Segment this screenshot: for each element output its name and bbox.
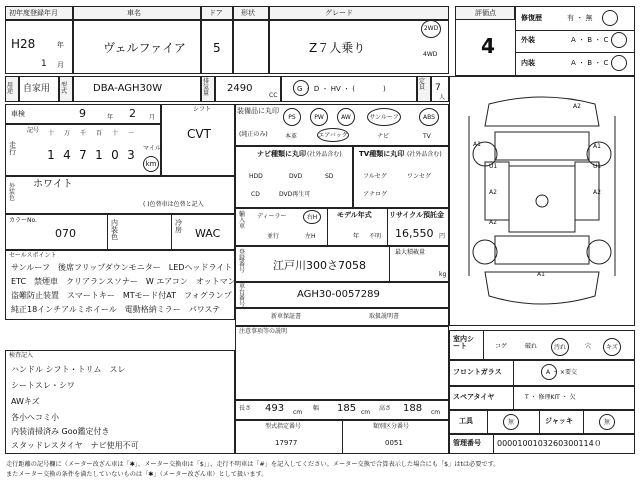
cold: WAC bbox=[195, 227, 221, 240]
seat-label: 室内シート bbox=[453, 335, 474, 350]
inspector-note-line: スタッドレスタイヤ ナビ使用不可 bbox=[11, 441, 139, 450]
jack-divider-2 bbox=[583, 410, 584, 434]
displacement: 2490 bbox=[227, 83, 253, 94]
place-label: 万 bbox=[63, 130, 70, 137]
inspector-note-line: ハンドル シフト・トリム スレ bbox=[11, 365, 126, 374]
import-divider-2 bbox=[387, 208, 388, 246]
cold-label: 冷房 bbox=[175, 219, 182, 234]
grade-label: グレード bbox=[325, 9, 353, 17]
width-label: 幅 bbox=[313, 405, 320, 412]
interior-color-label: 内装色 bbox=[111, 219, 118, 241]
inspector-note-line: 内装清掃済み Goo鑑定付き bbox=[11, 427, 110, 436]
mileage-digit: 1 bbox=[47, 148, 55, 162]
new-car-warranty: 新車保証書 bbox=[271, 313, 302, 320]
import-divider bbox=[327, 208, 328, 246]
model-no-label: 型式指定番号 bbox=[265, 423, 302, 430]
inspection-year: 9 bbox=[79, 107, 86, 120]
chassis-label: 車台番号 bbox=[239, 283, 246, 308]
tv-sub: (社外品含む) bbox=[407, 151, 442, 158]
inspection-month: 2 bbox=[129, 107, 136, 120]
mileage-place-labels bbox=[45, 128, 141, 136]
drive-4wd: 4WD bbox=[423, 51, 438, 58]
length-unit: cm bbox=[293, 409, 303, 416]
exterior-selected-circle bbox=[611, 32, 627, 48]
exterior-color-note: ( )色替車は色替と記入 bbox=[143, 201, 204, 208]
inspector-note-line: AWキズ bbox=[11, 397, 40, 406]
place-label: 千 bbox=[79, 130, 86, 137]
shift: CVT bbox=[187, 127, 211, 141]
warranty-box bbox=[235, 308, 449, 326]
jack-label: ジャッキ bbox=[545, 417, 573, 425]
registration: 江戸川300さ7058 bbox=[273, 259, 366, 272]
model-no: 17977 bbox=[275, 439, 298, 447]
width-unit: cm bbox=[361, 409, 371, 416]
damage-mark: A2 bbox=[593, 189, 601, 196]
drive-2wd-circle: 2WD bbox=[421, 20, 441, 38]
navi-hdd: HDD bbox=[249, 173, 263, 180]
mileage-digit: 3 bbox=[127, 148, 135, 162]
damage-mark: A2 bbox=[573, 103, 581, 110]
max-load-unit: kg bbox=[439, 271, 447, 278]
equip-pw: PW bbox=[310, 108, 328, 126]
inspection-year-unit: 年 bbox=[107, 114, 114, 121]
score-label: 評価点 bbox=[475, 9, 496, 17]
model: DBA-AGH30W bbox=[93, 83, 163, 94]
length: 493 bbox=[265, 403, 285, 414]
mileage-digit: 1 bbox=[95, 148, 103, 162]
color-no-label: カラーNo. bbox=[9, 217, 37, 224]
footer-line-2: またメーター交換の条件を満たしていないものは「✱」（メーター改ざん車）として扱います。 bbox=[6, 471, 268, 478]
mileage-label: 走行 bbox=[9, 141, 16, 156]
interior-selected-circle bbox=[611, 55, 627, 71]
use: 自家用 bbox=[23, 84, 51, 94]
height: 188 bbox=[403, 403, 423, 414]
damage-mark: A2 bbox=[489, 219, 497, 226]
repair-options: 有 ・ 無 bbox=[567, 14, 593, 22]
spare-divider bbox=[513, 386, 514, 410]
navi-dvd-play: DVD再生可 bbox=[279, 191, 311, 198]
manual: 取扱説明書 bbox=[369, 313, 400, 320]
car-diagram bbox=[449, 76, 635, 326]
equip-navi: ナビ bbox=[377, 133, 390, 140]
seat-item: 穴 bbox=[585, 343, 592, 350]
inspection-month-unit: 月 bbox=[149, 114, 156, 121]
mileage-unit-mile: マイル bbox=[143, 145, 161, 152]
reg-month: 1 bbox=[41, 59, 47, 69]
equip-sunroof: サンルーフ bbox=[367, 108, 401, 126]
inspector-notes-label: 検査記入 bbox=[9, 352, 34, 359]
notes-label: 注意事項等の説明 bbox=[239, 328, 288, 335]
place-label: 十 bbox=[47, 130, 54, 137]
mileage-unit-km: km bbox=[143, 156, 159, 172]
color-no: 070 bbox=[55, 227, 76, 240]
navi-cd: CD bbox=[251, 191, 260, 198]
displacement-label: 排気量 bbox=[203, 78, 210, 97]
year-unit: 年 bbox=[57, 41, 64, 49]
tools-divider bbox=[487, 410, 488, 434]
category: 0051 bbox=[385, 439, 403, 447]
place-label: 一 bbox=[127, 130, 134, 137]
grade-label-cell bbox=[269, 6, 449, 20]
repair-label: 修復歴 bbox=[521, 14, 542, 22]
tools-label: 工具 bbox=[459, 417, 473, 425]
mileage-digit: 0 bbox=[111, 148, 119, 162]
jack-divider bbox=[539, 410, 540, 434]
front-glass-items: A ・ ×要交 bbox=[546, 369, 577, 376]
import-label: 輸入車 bbox=[239, 211, 246, 230]
seat-item-scratch: キズ bbox=[603, 338, 621, 356]
shift-label: シフト bbox=[193, 106, 212, 113]
damage-mark: A1 bbox=[473, 141, 481, 148]
recycle-amount: 16,550 bbox=[395, 227, 434, 240]
seat-item: 破れ bbox=[525, 343, 538, 350]
navi-sub: (社外品含む) bbox=[307, 151, 342, 158]
tv-oneseg: ワンセグ bbox=[407, 173, 432, 180]
door-label: ドア bbox=[209, 9, 223, 17]
fuel-options: G ・ D ・ HV ・ ( ) bbox=[297, 85, 386, 93]
inspector-note-line: シートスレ・シワ bbox=[11, 381, 75, 390]
tv-analog: アナログ bbox=[363, 191, 388, 198]
recycle-unit: 円 bbox=[439, 233, 446, 240]
front-glass-label: フロントガラス bbox=[453, 368, 502, 376]
model-year-label: モデル年式 bbox=[337, 211, 372, 219]
sales-points-label: セールスポイント bbox=[9, 252, 57, 259]
cc-unit: CC bbox=[269, 92, 278, 99]
equip-leather: 本革 bbox=[285, 133, 298, 140]
import-left-h: 左H bbox=[305, 233, 316, 240]
capacity: 7 bbox=[435, 83, 441, 93]
tv-fullseg: フルセグ bbox=[363, 173, 387, 180]
damage-mark: A1 bbox=[537, 271, 545, 278]
control-no: 0000100103260300114０ bbox=[497, 439, 602, 448]
mileage-digit: 7 bbox=[79, 148, 87, 162]
color-divider-2 bbox=[171, 214, 172, 250]
place-label: 十 bbox=[111, 130, 118, 137]
fuel-selected-circle bbox=[293, 80, 309, 96]
month-unit: 月 bbox=[57, 61, 64, 69]
sales-point-line: サンルーフ 後席フリップダウンモニター LEDヘッドライト bbox=[11, 263, 233, 272]
eval-row-line-2 bbox=[515, 52, 635, 53]
category-label: 類別区分番号 bbox=[373, 423, 410, 430]
control-divider bbox=[493, 434, 494, 454]
front-glass-divider bbox=[513, 360, 514, 386]
height-unit: cm bbox=[431, 409, 441, 416]
damage-mark: U1 bbox=[489, 163, 498, 170]
shape-label: 形状 bbox=[241, 9, 255, 17]
exterior-options: A ・ B ・ C bbox=[571, 36, 609, 44]
equip-abs: ABS bbox=[419, 108, 439, 126]
interior-label: 内装 bbox=[521, 59, 535, 67]
exterior-color-label: 外装色 bbox=[9, 183, 16, 202]
tools-value: 無 bbox=[503, 414, 519, 430]
spare-label: スペアタイヤ bbox=[453, 393, 495, 401]
damage-mark: U1 bbox=[593, 163, 602, 170]
era-year: H28 bbox=[11, 37, 36, 51]
chassis: AGH30-0057289 bbox=[297, 289, 380, 300]
place-label: 百 bbox=[95, 130, 102, 137]
damage-mark: A2 bbox=[489, 189, 497, 196]
use-label: 用途 bbox=[7, 82, 14, 95]
notes-box bbox=[235, 326, 449, 400]
seat-divider bbox=[483, 330, 484, 360]
equip-ps: PS bbox=[283, 108, 301, 126]
equip-airbag: エアバック bbox=[317, 128, 349, 142]
inspector-note-line: 各小へコミ小 bbox=[11, 413, 59, 422]
capacity-unit: 人 bbox=[439, 94, 446, 101]
car-name-label: 車名 bbox=[127, 9, 141, 17]
import-parallel: 並行 bbox=[267, 233, 280, 240]
eval-divider bbox=[515, 6, 516, 76]
car-name: ヴェルファイア bbox=[103, 41, 186, 55]
equipment-label: 装備品に丸印 bbox=[237, 107, 279, 115]
color-divider bbox=[107, 214, 108, 250]
repair-selected-circle bbox=[602, 10, 618, 26]
exterior-color: ホワイト bbox=[33, 179, 73, 190]
first-reg-label: 初年度登録年月 bbox=[9, 9, 58, 17]
model-label: 型式 bbox=[61, 82, 68, 95]
max-load-label: 最大積載量 bbox=[395, 249, 426, 256]
equip-aw: AW bbox=[337, 108, 355, 126]
sales-point-line: 盗難防止装置 スマートキー MTモード付AT フォグランプ bbox=[11, 291, 232, 300]
auction-sheet bbox=[3, 4, 635, 460]
seat-item: コゲ bbox=[495, 343, 508, 350]
width: 185 bbox=[337, 403, 357, 414]
navi-dvd: DVD bbox=[289, 173, 303, 180]
equip-tv: TV bbox=[423, 133, 431, 140]
shape-cell bbox=[233, 20, 269, 74]
registration-label: 登録番号 bbox=[239, 249, 246, 274]
length-label: 長さ bbox=[239, 405, 252, 412]
control-label: 管理番号 bbox=[453, 439, 481, 447]
import-dealer: ディーラー bbox=[257, 213, 287, 220]
capacity-label: 定員 bbox=[419, 78, 426, 91]
grade: Z７人乗り bbox=[309, 41, 366, 55]
sales-point-line: 純正18インチアルミホイール 電動格納ミラー パワステ bbox=[11, 305, 221, 314]
model-year-unknown: 不明 bbox=[369, 233, 382, 240]
jack-value: 無 bbox=[599, 414, 615, 430]
navi-sd: SD bbox=[325, 173, 334, 180]
mileage-digits bbox=[45, 148, 141, 162]
sales-point-line: ETC 禁煙車 クリアランスソナー W エアコン オットマン bbox=[11, 277, 236, 286]
mileage-note-label: 記号 bbox=[27, 127, 40, 134]
exterior-label: 外装 bbox=[521, 36, 535, 44]
damage-mark: A1 bbox=[593, 143, 601, 150]
spare-items: T ・ 修理KIT ・ 欠 bbox=[525, 394, 576, 401]
model-no-divider bbox=[342, 420, 343, 454]
tv-label: TV種類に丸印 bbox=[359, 150, 405, 158]
doors: 5 bbox=[213, 41, 221, 55]
navi-label: ナビ種類に丸印 bbox=[257, 150, 306, 158]
seat-item-stain: 汚れ bbox=[551, 338, 569, 356]
recycle-label: リサイクル預託金 bbox=[389, 211, 445, 219]
interior-options: A ・ B ・ C bbox=[571, 59, 609, 67]
mileage-digit: 4 bbox=[63, 148, 71, 162]
inspection-label: 車検 bbox=[11, 110, 25, 118]
score: 4 bbox=[481, 34, 495, 58]
eval-row-line-1 bbox=[515, 30, 635, 31]
reg-divider bbox=[389, 246, 390, 282]
model-year-year: 年 bbox=[353, 233, 360, 240]
footer-line-1: 走行距離の記号欄に（メーター改ざん車は「✱」、メーター交換車は「$」」、走行不明車は「#」を記入してください。メーター交換で合算表示した場合にも「$」はtは必要です。 bbox=[6, 461, 500, 468]
equipment-sub: (純正のみ) bbox=[239, 131, 268, 138]
height-label: 高さ bbox=[379, 405, 392, 412]
import-right-h: 右H bbox=[303, 210, 321, 224]
